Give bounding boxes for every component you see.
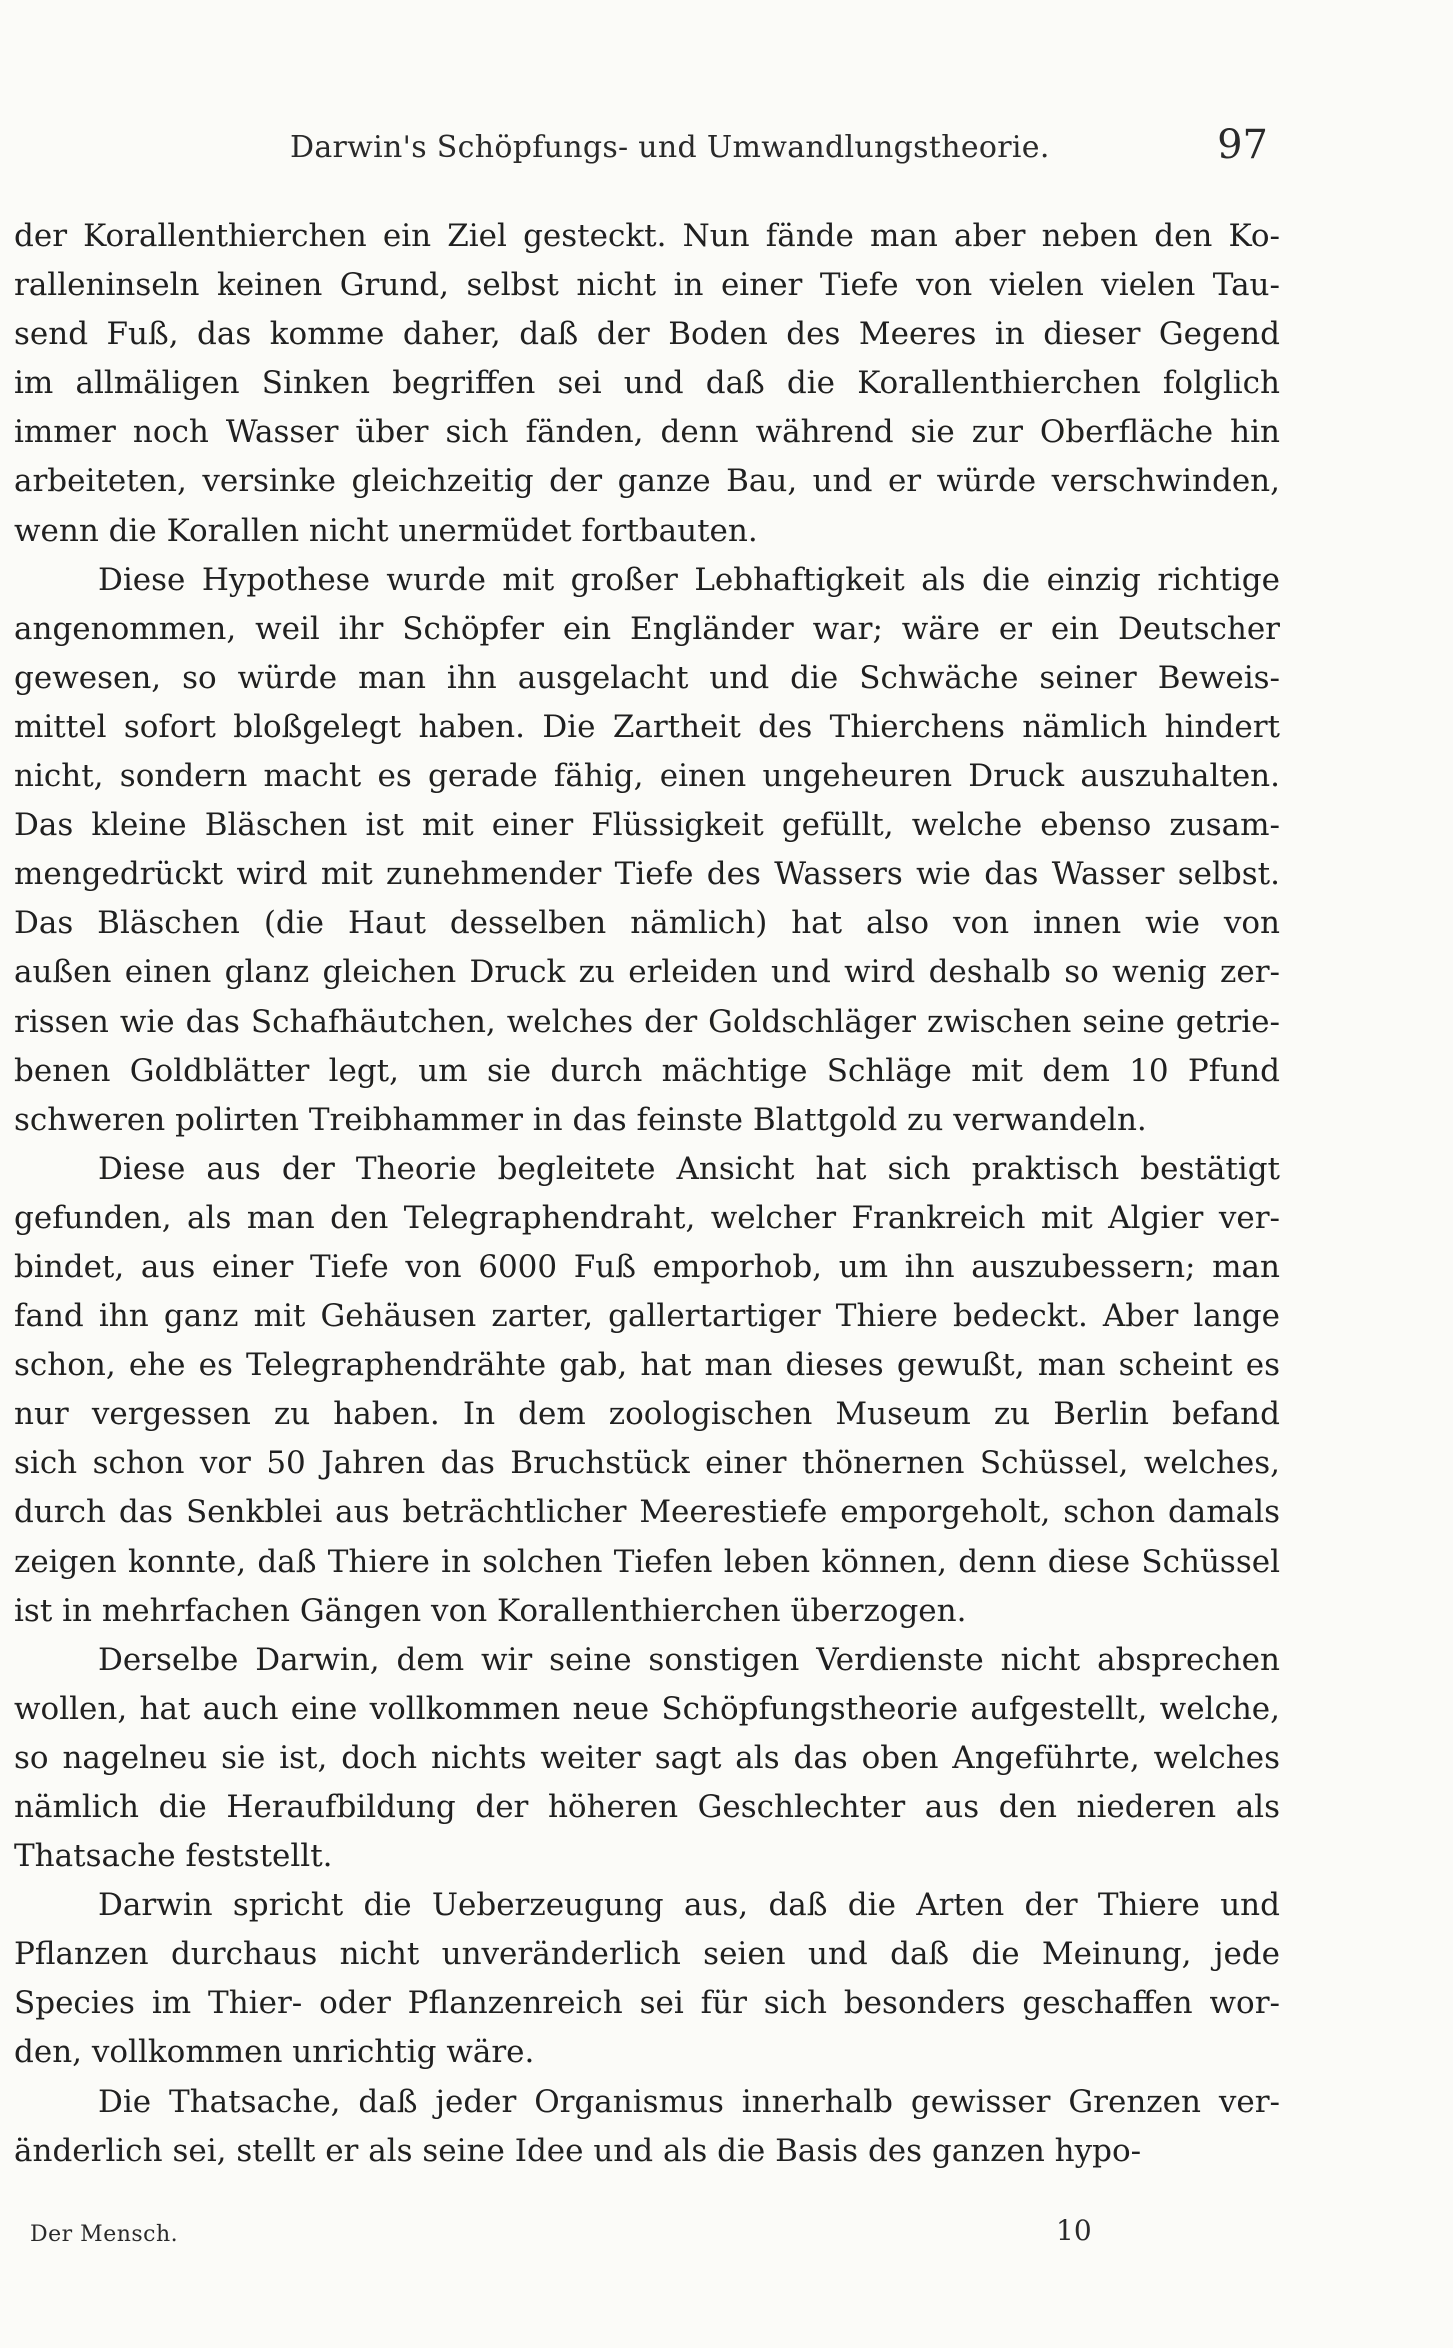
text-line: mengedrückt wird mit zunehmender Tiefe des Wassers wie das Wasser selbst. [14,856,1280,893]
text-line: Diese Hypothese wurde mit großer Lebhaftigkeit als die einzig richtige [98,561,1280,598]
text-line: schweren polirten Treibhammer in das feinste Blattgold zu verwandeln. [14,1101,1147,1138]
text-line: ist in mehrfachen Gängen von Korallenthierchen überzogen. [14,1592,967,1629]
text-line: Pflanzen durchaus nicht unveränderlich seien und daß die Meinung, jede [14,1936,1280,1973]
text-line: nur vergessen zu haben. In dem zoologischen Museum zu Berlin befand [14,1396,1280,1433]
text-line: mittel sofort bloßgelegt haben. Die Zartheit des Thierchens nämlich hindert [14,708,1280,745]
text-line: wollen, hat auch eine vollkommen neue Schöpfungstheorie aufgestellt, welche, [14,1690,1280,1727]
text-line: Das kleine Bläschen ist mit einer Flüssigkeit gefüllt, welche ebenso zusam- [14,807,1280,844]
text-line: arbeiteten, versinke gleichzeitig der ganze Bau, und er würde verschwinden, [14,463,1280,500]
text-line: rissen wie das Schafhäutchen, welches der Goldschläger zwischen seine getrie- [14,1003,1280,1040]
paragraph [14,2078,1280,2176]
running-title: Darwin's Schöpfungs- und Umwandlungstheorie. [290,130,1050,165]
paragraph [14,1145,1280,1636]
printer-signature: Der Mensch. [30,2222,179,2247]
page-footer [30,2214,1092,2254]
paragraph [14,1636,1280,1881]
text-line: angenommen, weil ihr Schöpfer ein Engländer war; wäre er ein Deutscher [14,610,1280,647]
text-line: den, vollkommen unrichtig wäre. [14,2034,535,2071]
paragraph [14,212,1280,556]
text-line: sich schon vor 50 Jahren das Bruchstück einer thönernen Schüssel, welches, [14,1445,1280,1482]
text-line: so nagelneu sie ist, doch nichts weiter sagt als das oben Angeführte, welches [14,1739,1280,1776]
body-text [14,212,1280,2176]
page-header [290,122,1268,168]
text-line: Derselbe Darwin, dem wir seine sonstigen Verdienste nicht absprechen [98,1641,1280,1678]
text-line: nämlich die Heraufbildung der höheren Geschlechter aus den niederen als [14,1789,1280,1825]
text-line: schon, ehe es Telegraphendrähte gab, hat man dieses gewußt, man scheint es [14,1347,1280,1384]
text-line: bindet, aus einer Tiefe von 6000 Fuß emporhob, um ihn auszubessern; man [14,1248,1280,1285]
text-line: ralleninseln keinen Grund, selbst nicht in einer Tiefe von vielen vielen Tau- [14,267,1280,304]
paragraph [14,1881,1280,2077]
text-line: durch das Senkblei aus beträchtlicher Meerestiefe emporgeholt, schon damals [14,1494,1280,1531]
text-line: nicht, sondern macht es gerade fähig, einen ungeheuren Druck auszuhalten. [14,758,1280,795]
text-line: gewesen, so würde man ihn ausgelacht und die Schwäche seiner Beweis- [14,659,1280,696]
text-line: Die Thatsache, daß jeder Organismus innerhalb gewisser Grenzen ver- [98,2083,1280,2120]
text-line: fand ihn ganz mit Gehäusen zarter, gallertartiger Thiere bedeckt. Aber lange [14,1298,1280,1335]
text-line: Das Bläschen (die Haut desselben nämlich) hat also von innen wie von [14,905,1280,942]
text-line: benen Goldblätter legt, um sie durch mächtige Schläge mit dem 10 Pfund [14,1052,1280,1089]
text-line: Species im Thier- oder Pflanzenreich sei für sich besonders geschaffen wor- [14,1985,1280,2022]
text-line: wenn die Korallen nicht unermüdet fortbauten. [14,512,758,549]
page-number: 97 [1217,122,1268,168]
paragraph [14,556,1280,1145]
text-line: gefunden, als man den Telegraphendraht, welcher Frankreich mit Algier ver- [14,1199,1280,1236]
text-line: im allmäligen Sinken begriffen sei und daß die Korallenthierchen folglich [14,365,1280,402]
text-line: außen einen glanz gleichen Druck zu erleiden und wird deshalb so wenig zer- [14,954,1280,991]
text-line: Thatsache feststellt. [14,1838,333,1875]
text-line: zeigen konnte, daß Thiere in solchen Tiefen leben können, denn diese Schüssel [14,1543,1280,1580]
text-line: der Korallenthierchen ein Ziel gesteckt. Nun fände man aber neben den Ko- [14,218,1280,254]
text-line: immer noch Wasser über sich fänden, denn während sie zur Oberfläche hin [14,414,1280,451]
text-line: Darwin spricht die Ueberzeugung aus, daß die Arten der Thiere und [98,1887,1280,1924]
sheet-number: 10 [1056,2214,1092,2247]
text-line: Diese aus der Theorie begleitete Ansicht hat sich praktisch bestätigt [98,1150,1280,1187]
text-line: änderlich sei, stellt er als seine Idee und als die Basis des ganzen hypo- [14,2132,1142,2169]
text-line: send Fuß, das komme daher, daß der Boden des Meeres in dieser Gegend [14,316,1280,353]
